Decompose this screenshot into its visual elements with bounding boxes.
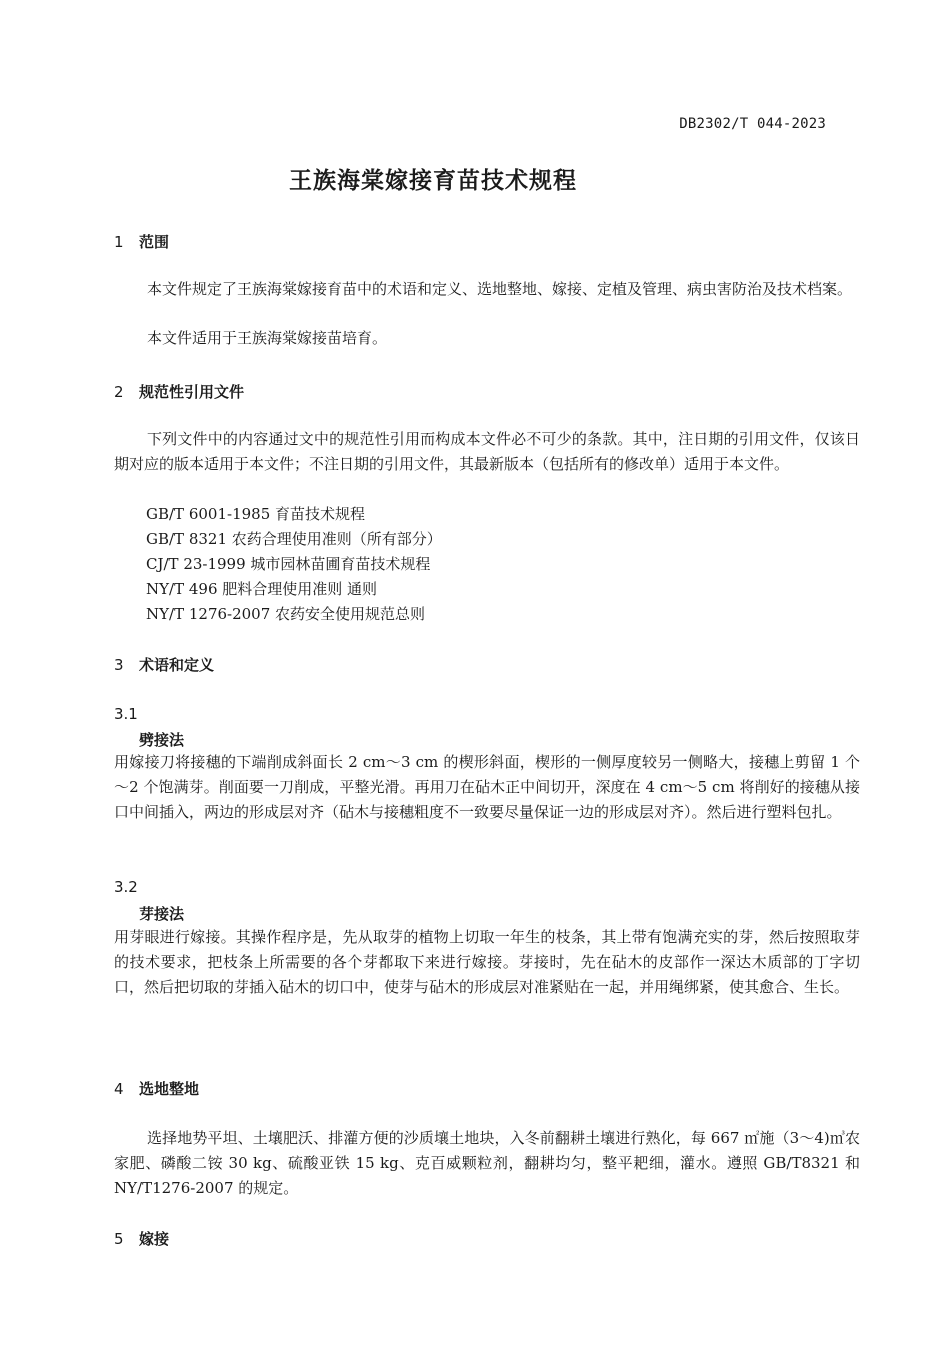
reference-item: GB/T 6001-1985 育苗技术规程 <box>146 505 366 523</box>
section-1-paragraph-2: 本文件适用于王族海棠嫁接苗培育。 <box>147 329 388 347</box>
document-number: DB2302/T 044-2023 <box>679 116 826 132</box>
section-1-heading <box>114 231 169 252</box>
section-5-number: 5 <box>114 1230 124 1248</box>
term-3-1-number: 3.1 <box>114 705 138 723</box>
reference-item: GB/T 8321 农药合理使用准则（所有部分） <box>146 530 442 548</box>
reference-item: CJ/T 23-1999 城市园林苗圃育苗技术规程 <box>146 555 431 573</box>
section-2-number: 2 <box>114 383 124 401</box>
section-2-paragraph-1: 下列文件中的内容通过文中的规范性引用而构成本文件必不可少的条款。其中，注日期的引用文件，仅该日期对应的版本适用于本文件；不注日期的引用文件，其最新版本（包括所有的修改单）适用于本文件。 <box>114 430 860 473</box>
reference-item: NY/T 1276-2007 农药安全使用规范总则 <box>146 605 426 623</box>
section-3-heading <box>114 654 214 675</box>
section-3-title: 术语和定义 <box>139 656 215 674</box>
reference-item: NY/T 496 肥料合理使用准则 通则 <box>146 580 378 598</box>
term-3-1-name: 劈接法 <box>139 731 185 749</box>
section-1-paragraph-1: 本文件规定了王族海棠嫁接育苗中的术语和定义、选地整地、嫁接、定植及管理、病虫害防治及技术档案。 <box>147 280 853 298</box>
section-5-heading <box>114 1228 169 1249</box>
term-3-2-definition: 用芽眼进行嫁接。其操作程序是，先从取芽的植物上切取一年生的枝条，其上带有饱满充实的芽，然后按照取芽的技术要求，把枝条上所需要的各个芽都取下来进行嫁接。芽接时，先在砧木的皮部作一深达木质部的丁字切口，然后把切取的芽插入砧木的切口中，使芽与砧木的形成层对准紧贴在一起，并用绳绑紧，使其愈合、生长。 <box>114 928 860 996</box>
section-3-number: 3 <box>114 656 124 674</box>
section-1-title: 范围 <box>139 233 170 251</box>
page-title: 王族海棠嫁接育苗技术规程 <box>289 168 577 194</box>
section-2-heading <box>114 381 244 402</box>
section-4-title: 选地整地 <box>139 1080 200 1098</box>
term-3-2-number: 3.2 <box>114 878 138 896</box>
term-3-2-name: 芽接法 <box>139 905 185 923</box>
section-2-title: 规范性引用文件 <box>139 383 245 401</box>
section-4-heading <box>114 1078 199 1099</box>
section-4-number: 4 <box>114 1080 124 1098</box>
section-4-paragraph-1: 选择地势平坦、土壤肥沃、排灌方便的沙质壤土地块，入冬前翻耕土壤进行熟化，每 667 ㎡施（3～4)㎥农家肥、磷酸二铵 30 kg、硫酸亚铁 15 kg、克百威颗粒剂，翻耕均匀，整平耙细，灌水。遵照 GB/T8321 和 NY/T1276-2007 的规定。 <box>114 1129 860 1197</box>
term-3-1-definition: 用嫁接刀将接穗的下端削成斜面长 2 cm～3 cm 的楔形斜面，楔形的一侧厚度较另一侧略大，接穗上剪留 1 个～2 个饱满芽。削面要一刀削成，平整光滑。再用刀在砧木正中间切开，深度在 4 cm～5 cm 将削好的接穗从接口中间插入，两边的形成层对齐（砧木与接穗粗度不一致要尽量保证一边的形成层对齐）。然后进行塑料包扎。 <box>114 753 860 821</box>
section-1-number: 1 <box>114 233 124 251</box>
section-5-title: 嫁接 <box>139 1230 170 1248</box>
